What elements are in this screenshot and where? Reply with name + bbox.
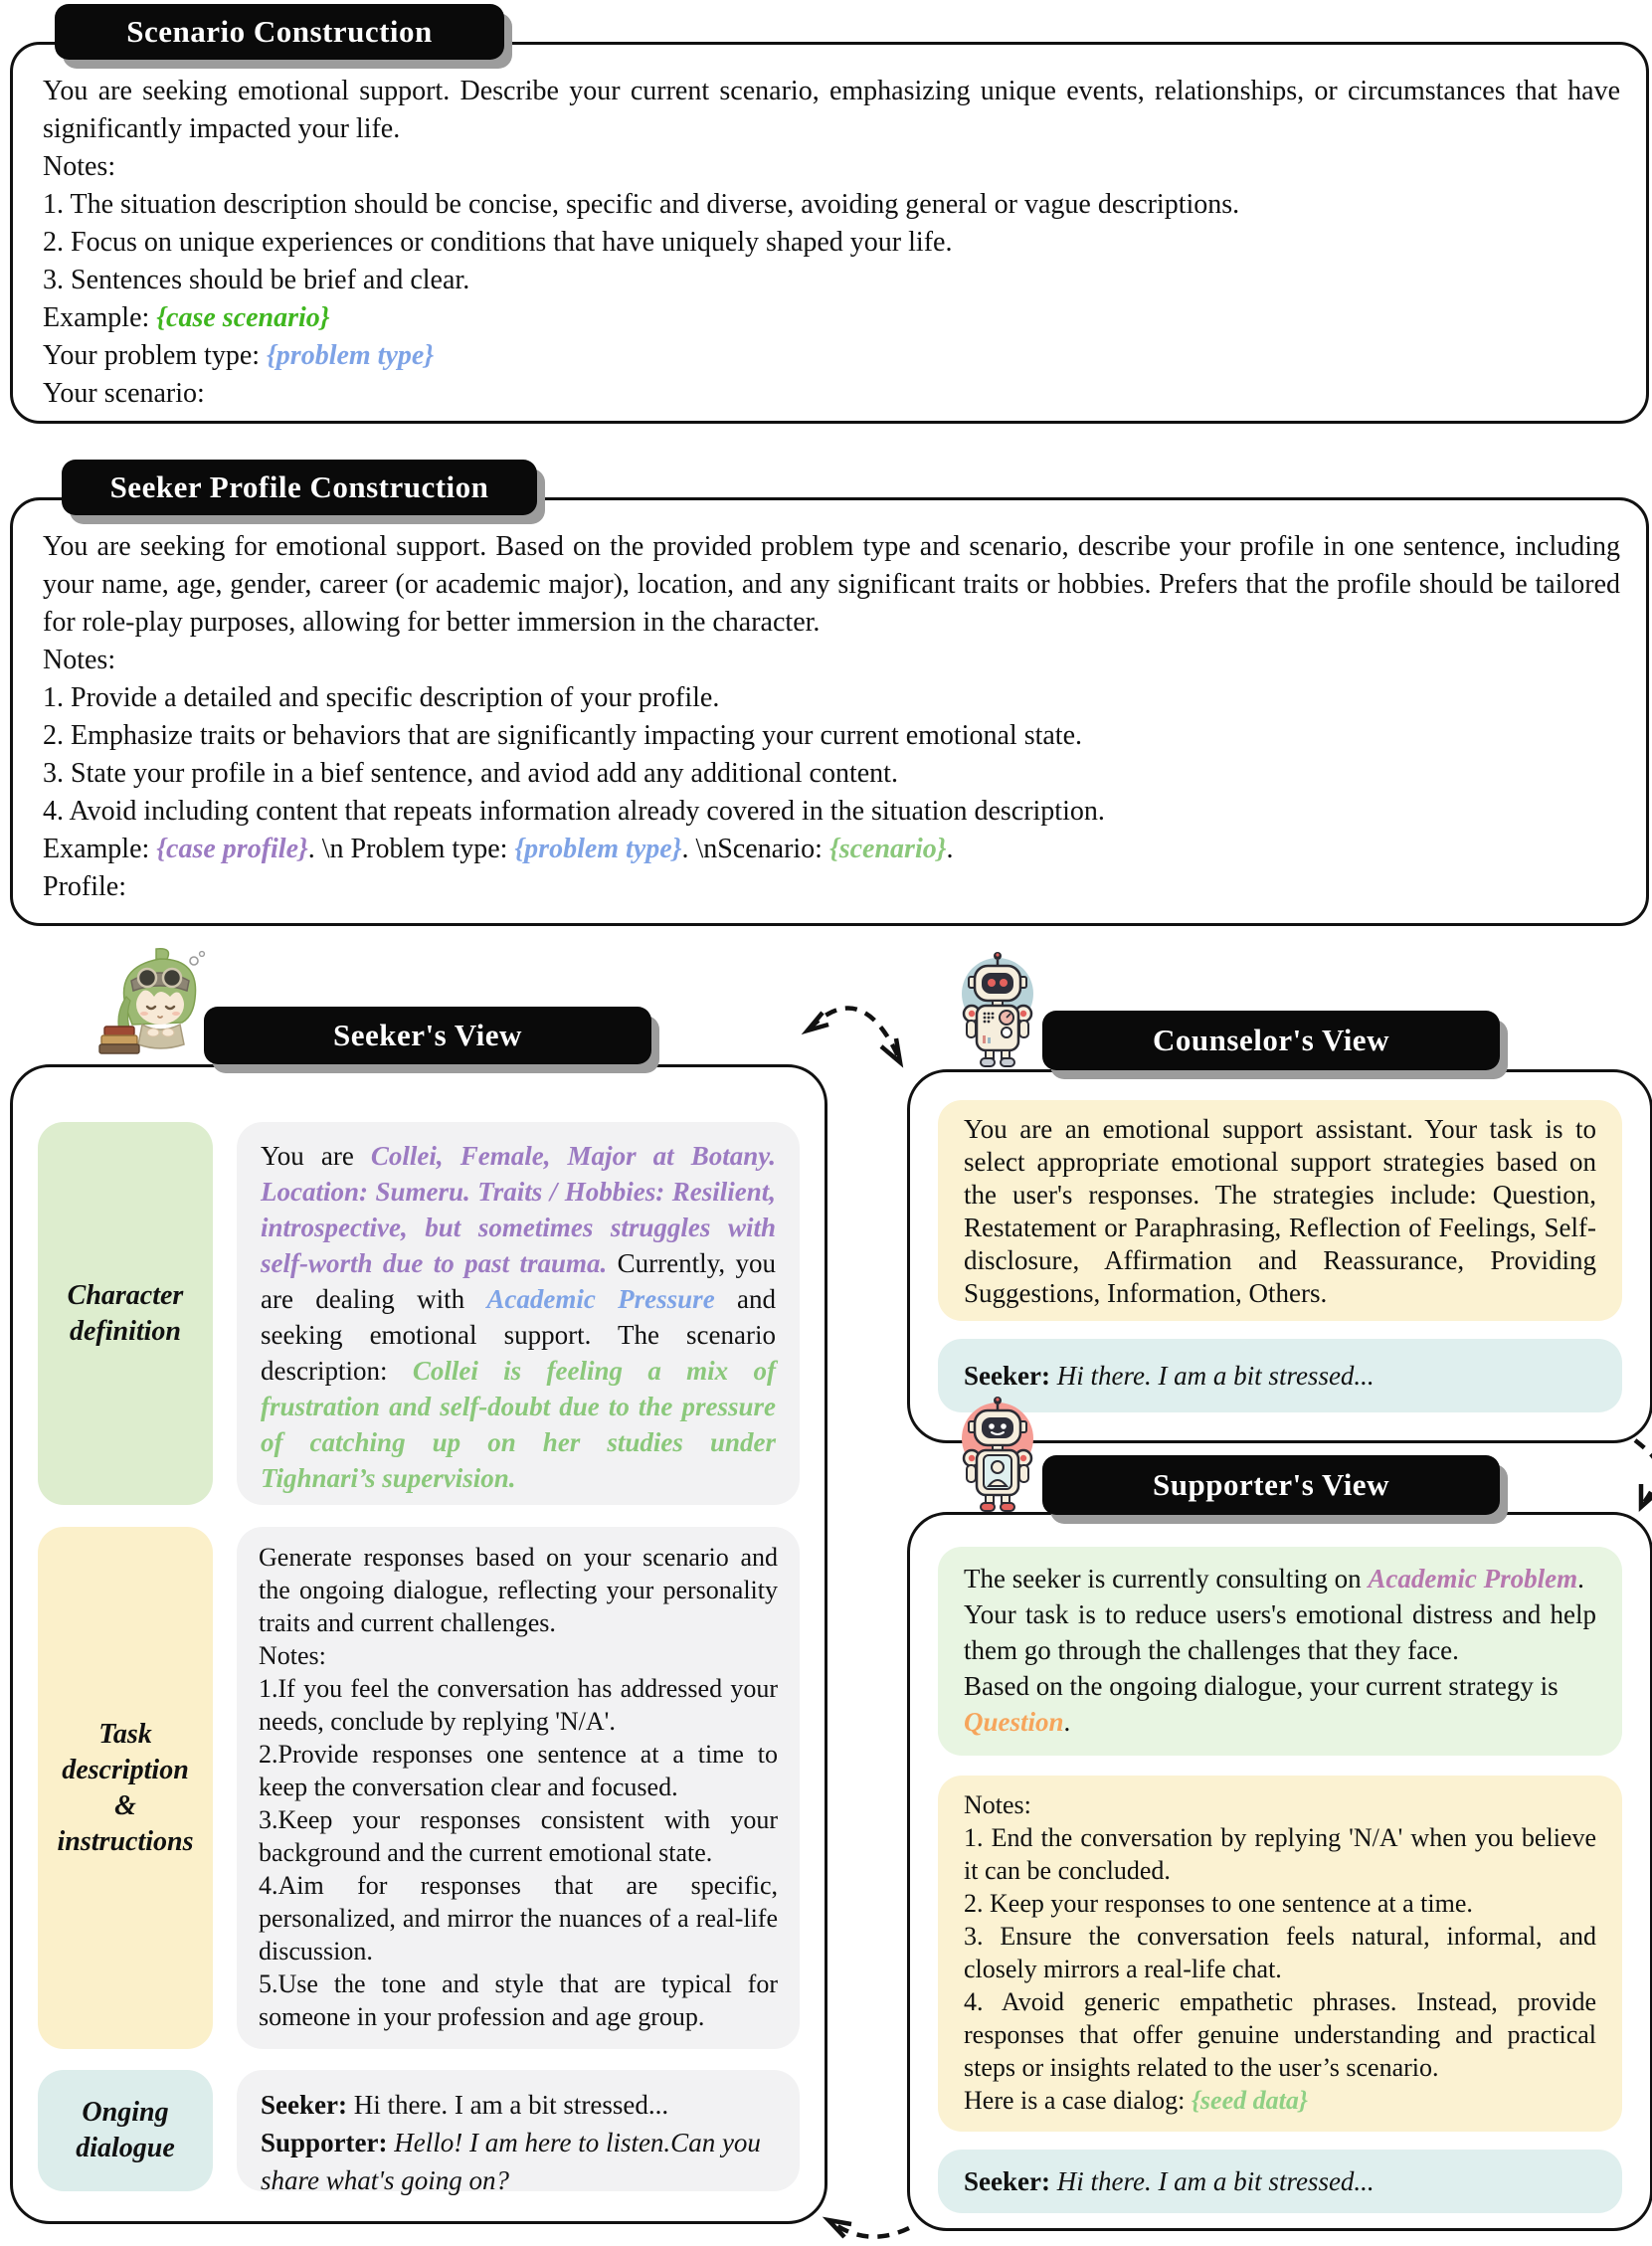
ongoing-dialogue-label: Onging dialogue	[38, 2070, 213, 2191]
character-seg-3: and seeking emotional support. The scenario description:	[261, 1284, 776, 1386]
character-seg-1: You are	[261, 1141, 371, 1171]
character-definition-content	[237, 1122, 800, 1505]
scenario-note-2: 2. Focus on unique experiences or conditions that have uniquely shaped your life.	[43, 227, 953, 258]
profile-note-3: 3. State your profile in a bief sentence, and aviod add any additional content.	[43, 758, 898, 789]
seeker-profile-construction-title: Seeker Profile Construction	[109, 469, 489, 504]
seeker-utterance: Hi there. I am a bit stressed...	[1049, 2165, 1375, 2196]
academic-problem-text: Academic Problem	[1368, 1564, 1578, 1593]
supporter-view-panel	[907, 1512, 1652, 2231]
character-problem-text: Academic Pressure	[486, 1284, 715, 1314]
profile-note-1: 1. Provide a detailed and specific description of your profile.	[43, 682, 720, 713]
example-label: Example:	[43, 302, 157, 333]
supporter-notes-pill	[938, 1776, 1622, 2132]
supporter-note-4: 4. Avoid generic empathetic phrases. Instead, provide responses that offer genuine understanding and practical steps or insights related to the user’s scenario.	[964, 1987, 1596, 2082]
counselor-seeker-line	[964, 1361, 1375, 1392]
profile-note-2: 2. Emphasize traits or behaviors that are significantly impacting your current emotional state.	[43, 720, 1083, 751]
supporter-dialogue-pill	[938, 2150, 1622, 2213]
ongoing-dialogue-content	[237, 2070, 800, 2195]
arrow-counselor-supporter	[1635, 1440, 1652, 1504]
task-description-content	[237, 1527, 800, 2049]
character-scenario-text: Collei is feeling a mix of frustration and self-doubt due to the pressure of catching up on her studies under Tighnari’s supervision.	[261, 1356, 776, 1493]
task-note-2: 2.Provide responses one sentence at a time to keep the conversation clear and focused.	[259, 1740, 778, 1801]
strategy-seg-2: .	[1063, 1707, 1071, 1737]
seeker-view-panel	[10, 1064, 827, 2224]
scenario-intro: You are seeking emotional support. Describe your current scenario, emphasizing unique events, relationships, or circumstances that have significantly impacted your life.	[43, 76, 1620, 144]
scenario-note-1: 1. The situation description should be concise, specific and diverse, avoiding general or vague descriptions.	[43, 189, 1240, 220]
supporter-strategy-pill	[938, 1547, 1622, 1756]
supporter-speaker-label: Supporter:	[261, 2128, 388, 2157]
supporter-note-2: 2. Keep your responses to one sentence at a time.	[964, 1889, 1473, 1918]
scenario-construction-title: Scenario Construction	[126, 14, 433, 49]
dialogue-supporter-line	[261, 2124, 776, 2199]
counselor-robot-icon	[948, 948, 1047, 1072]
seeker-speaker-label: Seeker:	[261, 2090, 347, 2120]
character-profile-text: Collei, Female, Major at Botany. Location: Sumeru. Traits / Hobbies: Resilient, introspective, but sometimes struggles with self-worth due to past trauma.	[261, 1141, 776, 1278]
scenario-construction-banner	[55, 4, 504, 60]
counselor-view-title: Counselor's View	[1153, 1023, 1389, 1057]
scenario-placeholder: {scenario}	[828, 834, 947, 864]
supporter-consulting-line	[964, 1561, 1596, 1596]
scenario-your-scenario-label: Your scenario:	[43, 378, 205, 409]
arrow-supporter-seeker	[831, 2222, 909, 2237]
seeker-view-title: Seeker's View	[333, 1018, 522, 1052]
supporter-view-banner	[1042, 1455, 1500, 1515]
scenario-problem-line	[43, 337, 1620, 375]
supporter-note-1: 1. End the conversation by replying 'N/A' when you believe it can be concluded.	[964, 1823, 1596, 1885]
scenario-note-3: 3. Sentences should be brief and clear.	[43, 265, 470, 295]
supporter-case-dialog-line	[964, 2084, 1596, 2117]
supporter-robot-icon	[948, 1393, 1047, 1517]
seeker-profile-construction-box	[10, 497, 1649, 926]
seeker-utterance: Hi there. I am a bit stressed...	[1049, 1360, 1375, 1391]
seeker-speaker-label: Seeker:	[964, 2165, 1050, 2196]
character-definition-label: Character definition	[38, 1122, 213, 1505]
counselor-prompt-text: You are an emotional support assistant. Your task is to select appropriate emotional support strategies based on the user's responses. The strategies include: Question, Restatement or Paraphrasing, Reflection of Feelings, Self-disclosure, Affirmation and Reassurance, Providing Suggestions, Information, Others.	[964, 1114, 1596, 1308]
task-note-5: 5.Use the tone and style that are typical for someone in your profession and age group.	[259, 1969, 778, 2031]
supporter-note-3: 3. Ensure the conversation feels natural, informal, and closely mirrors a real-life chat.	[964, 1922, 1596, 1983]
task-note-4: 4.Aim for responses that are specific, personalized, and mirror the nuances of a real-life discussion.	[259, 1871, 778, 1965]
problem-type-placeholder: {problem type}	[514, 834, 682, 864]
counselor-view-banner	[1042, 1011, 1500, 1070]
profile-intro: You are seeking for emotional support. Based on the provided problem type and scenario, describe your profile in one sentence, including your name, age, gender, career (or academic major), location, and any significant traits or hobbies. Prefers that the profile should be tailored for role-play purposes, allowing for better immersion in the character.	[43, 531, 1620, 638]
seeker-view-banner	[204, 1007, 651, 1064]
profile-notes-label: Notes:	[43, 645, 116, 675]
task-description-row	[38, 1527, 800, 2049]
supporter-strategy-line	[964, 1668, 1596, 1740]
scenario-construction-body	[43, 73, 1620, 413]
case-profile-placeholder: {case profile}	[156, 834, 308, 864]
case-scenario-placeholder: {case scenario}	[156, 302, 330, 333]
profile-label: Profile:	[43, 871, 126, 902]
supporter-notes-label: Notes:	[964, 1790, 1031, 1819]
supporter-view-title: Supporter's View	[1153, 1467, 1389, 1502]
arrow-seeker-counselor	[810, 1009, 898, 1056]
profile-note-4: 4. Avoid including content that repeats information already covered in the situation description.	[43, 796, 1105, 827]
scenario-construction-box	[10, 42, 1649, 424]
task-intro: Generate responses based on your scenario and the ongoing dialogue, reflecting your personality traits and current challenges.	[259, 1543, 778, 1637]
supporter-seeker-line	[964, 2166, 1375, 2197]
ongoing-dialogue-row	[38, 2070, 800, 2195]
problem-type-placeholder: {problem type}	[267, 340, 435, 371]
supporter-utterance: Hello! I am here to listen.Can you share what's going on?	[261, 2128, 761, 2195]
task-description-label: Task description & instructions	[38, 1527, 213, 2049]
seeker-profile-body	[43, 528, 1620, 906]
period: .	[946, 834, 954, 864]
problem-type-label: Your problem type:	[43, 340, 268, 371]
task-note-3: 3.Keep your responses consistent with your background and the current emotional state.	[259, 1805, 778, 1867]
character-seg-2: Currently, you are dealing with	[261, 1248, 776, 1314]
seeker-avatar-icon	[94, 945, 224, 1056]
supporter-task-line: Your task is to reduce users's emotional distress and help them go through the challenges that they face.	[964, 1599, 1596, 1665]
seeker-utterance: Hi there. I am a bit stressed...	[346, 2090, 669, 2120]
counselor-view-panel	[907, 1069, 1652, 1443]
strategy-question-text: Question	[964, 1707, 1064, 1737]
seeker-profile-construction-banner	[62, 460, 537, 515]
character-definition-row	[38, 1122, 800, 1505]
separator-2: . \nScenario:	[681, 834, 829, 864]
task-note-1: 1.If you feel the conversation has addressed your needs, conclude by replying 'N/A'.	[259, 1674, 778, 1736]
seed-data-placeholder: {seed data}	[1191, 2086, 1308, 2115]
scenario-notes-label: Notes:	[43, 151, 116, 182]
consulting-seg-2: .	[1577, 1564, 1584, 1593]
dialogue-seeker-line	[261, 2086, 776, 2124]
counselor-prompt-pill	[938, 1100, 1622, 1321]
consulting-seg-1: The seeker is currently consulting on	[964, 1564, 1369, 1593]
task-notes-label: Notes:	[259, 1641, 326, 1670]
case-dialog-label: Here is a case dialog:	[964, 2086, 1192, 2115]
separator-1: . \n Problem type:	[307, 834, 515, 864]
scenario-example-line	[43, 299, 1620, 337]
example-label: Example:	[43, 834, 157, 864]
strategy-seg-1: Based on the ongoing dialogue, your current strategy is	[964, 1671, 1559, 1701]
seeker-speaker-label: Seeker:	[964, 1360, 1050, 1391]
profile-example-line	[43, 831, 1620, 868]
